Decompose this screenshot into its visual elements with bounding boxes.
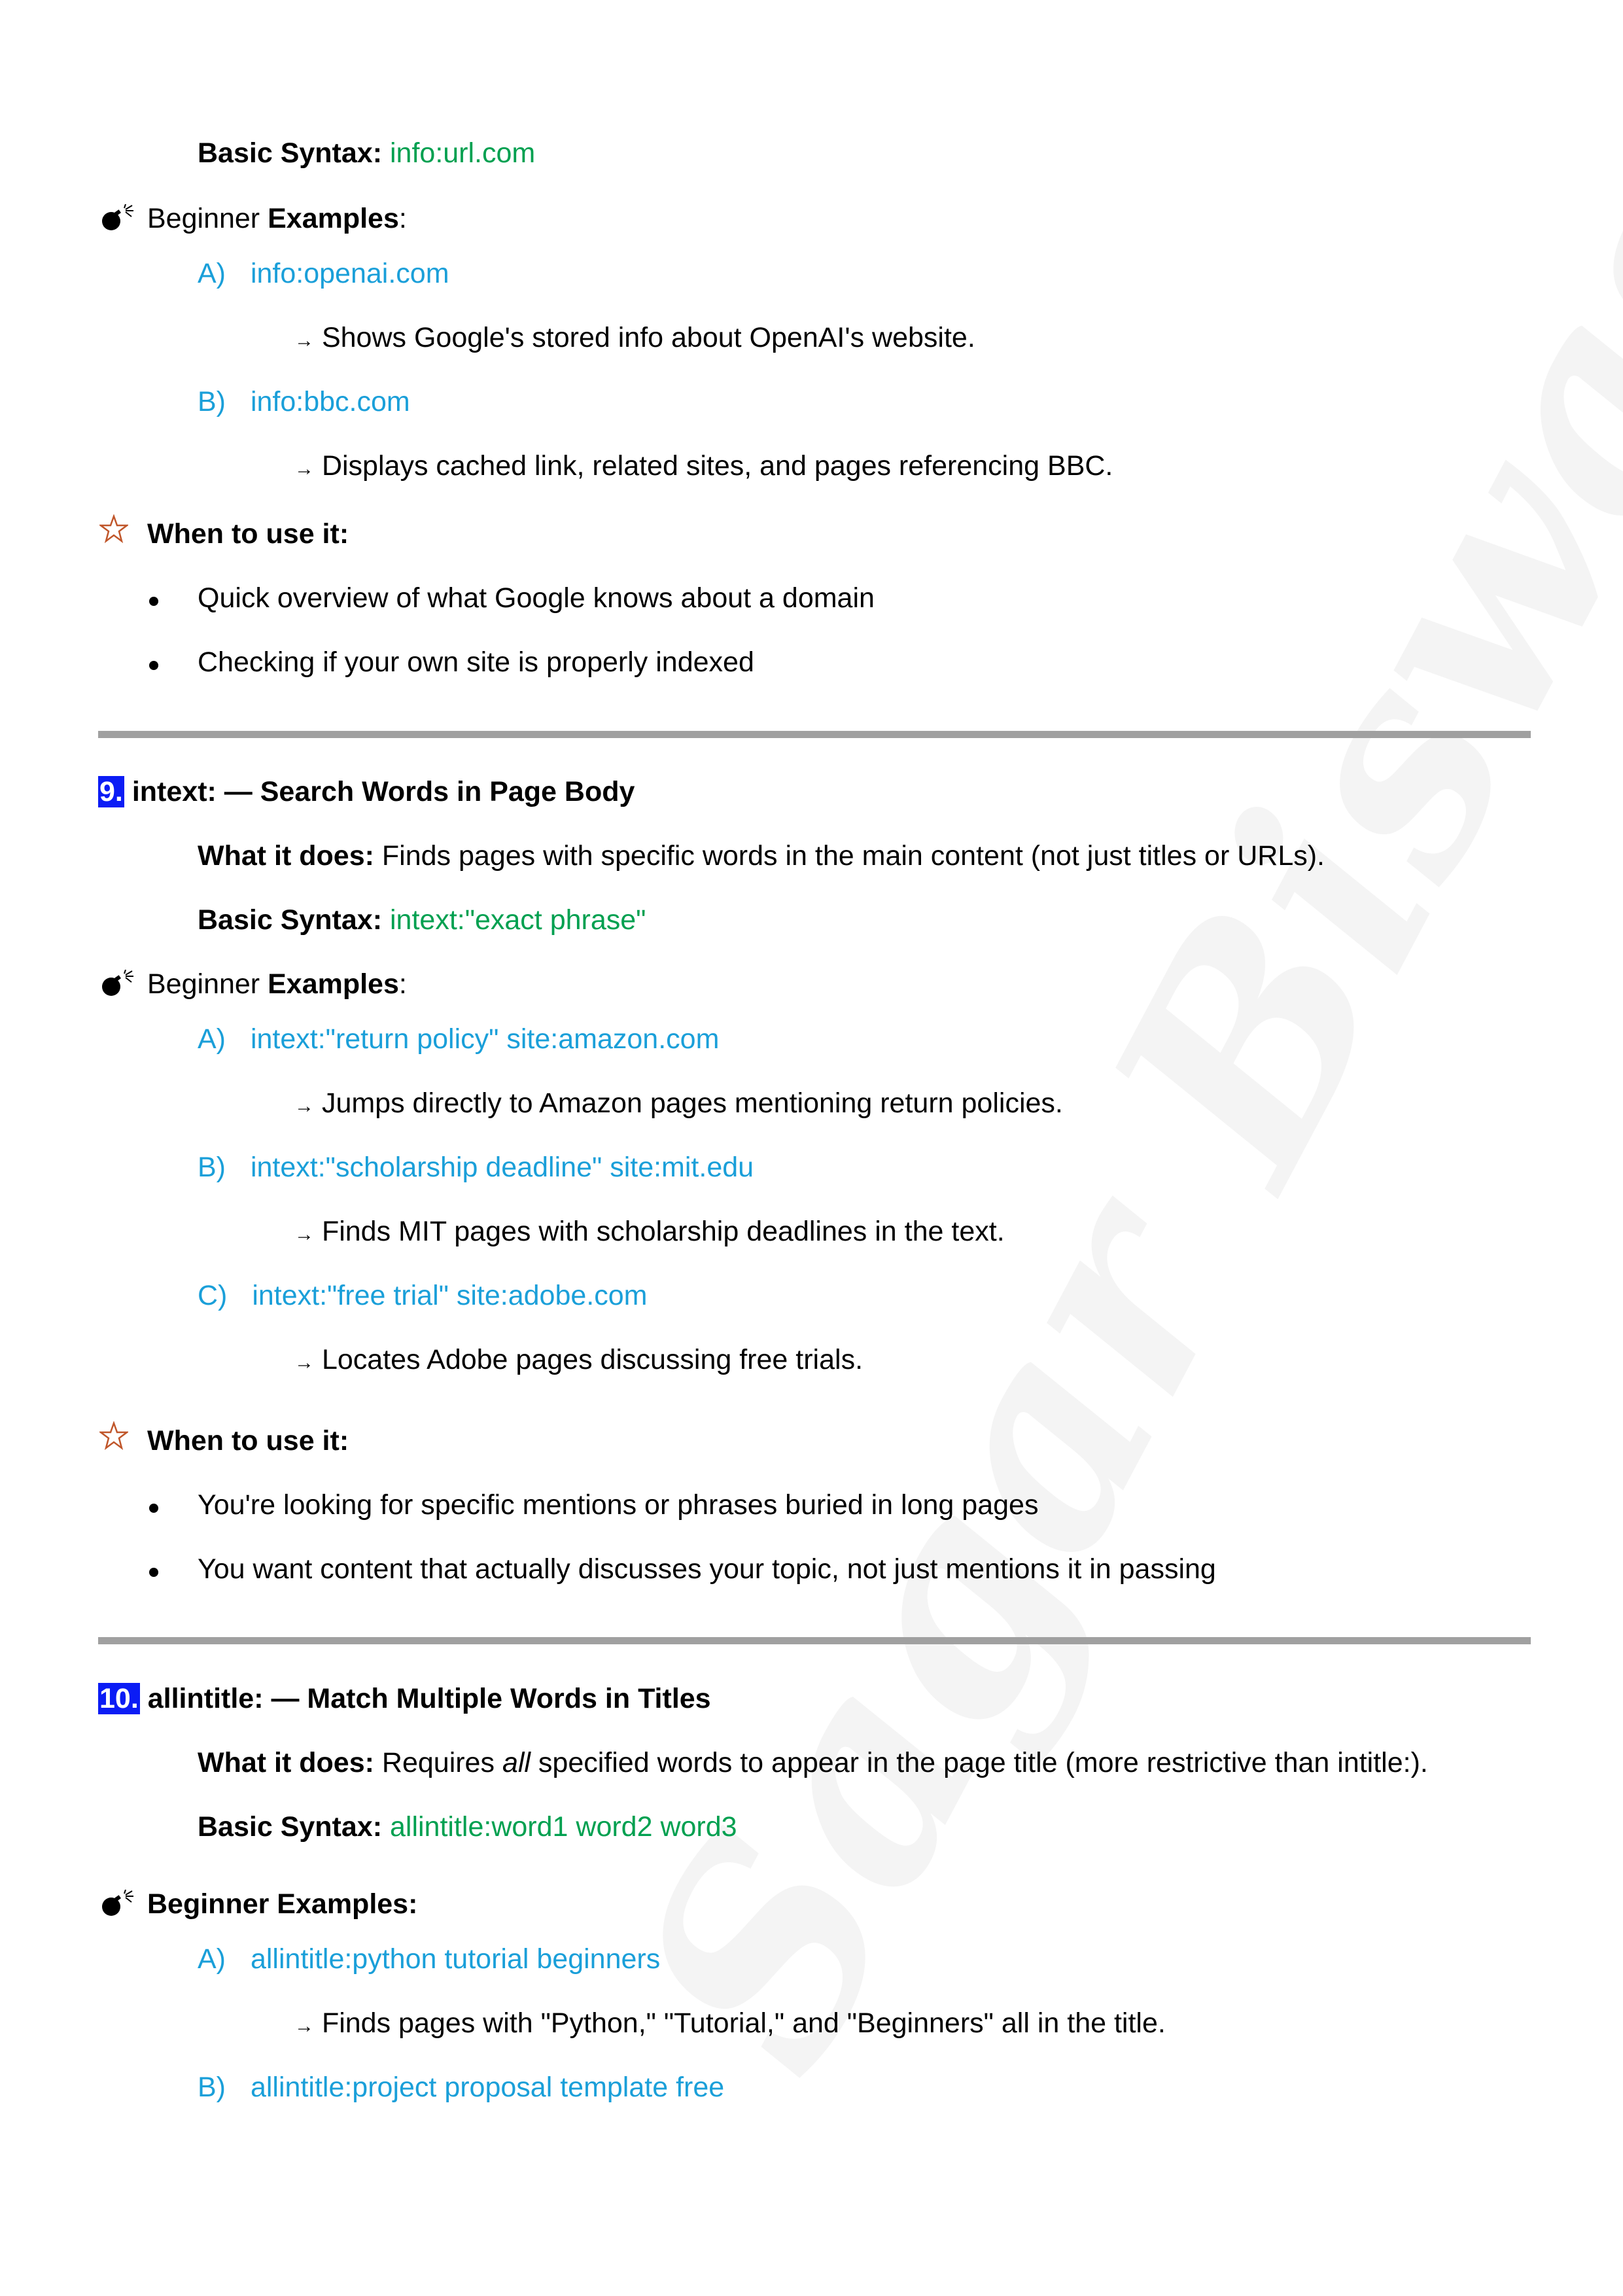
info-use-2: Checking if your own site is properly indexed — [198, 646, 754, 678]
syntax-value: info:url.com — [389, 137, 536, 169]
what-text: Finds pages with specific words in the main content (not just titles or URLs). — [381, 840, 1325, 872]
section-9-example-a — [198, 1023, 719, 1055]
what-text-post: specified words to appear in the page title (more restrictive than intitle:). — [538, 1747, 1428, 1778]
example-letter: B) — [198, 1152, 226, 1183]
info-example-b-result — [294, 450, 1113, 482]
example-query: intext:"free trial" site:adobe.com — [252, 1280, 648, 1311]
section-10-example-a — [198, 1943, 660, 1975]
example-letter: A) — [198, 258, 226, 289]
syntax-value: allintitle:word1 word2 word3 — [389, 1811, 737, 1843]
example-query: intext:"return policy" site:amazon.com — [250, 1023, 720, 1055]
info-example-b — [198, 386, 410, 418]
example-query: info:bbc.com — [250, 386, 410, 417]
example-letter: B) — [198, 2072, 226, 2103]
section-number: 9. — [99, 776, 123, 807]
section-divider — [98, 731, 1531, 738]
example-letter: A) — [198, 1023, 226, 1055]
arrow-icon: → — [294, 1095, 314, 1117]
example-letter: A) — [198, 1943, 226, 1975]
info-example-a — [198, 258, 449, 290]
example-result: Jumps directly to Amazon pages mentioning return policies. — [321, 1087, 1063, 1119]
bullet-dot — [149, 1504, 158, 1513]
bullet-dot — [149, 597, 158, 606]
info-syntax-line — [198, 137, 535, 169]
examples-bold: Examples — [268, 203, 399, 234]
bomb-icon — [99, 1890, 136, 1918]
section-number: 10. — [99, 1683, 139, 1714]
syntax-label: Basic Syntax: — [198, 1811, 383, 1843]
section-10-examples-heading: Beginner Examples: — [147, 1888, 418, 1920]
bullet-dot — [149, 661, 158, 670]
arrow-icon: → — [294, 458, 314, 480]
section-9-example-a-result — [294, 1087, 1063, 1120]
section-9-when-heading: When to use it: — [147, 1425, 349, 1457]
arrow-icon: → — [294, 1224, 314, 1245]
bomb-icon — [99, 204, 136, 233]
what-label: What it does: — [198, 1747, 374, 1778]
examples-prefix: Beginner — [147, 968, 260, 1000]
section-9-use-1: You're looking for specific mentions or phrases buried in long pages — [198, 1489, 1039, 1521]
syntax-label: Basic Syntax: — [198, 904, 383, 936]
section-9-examples-heading — [147, 968, 407, 1000]
example-result: Finds pages with "Python," "Tutorial," and "Beginners" all in the title. — [321, 2007, 1166, 2039]
example-result: Displays cached link, related sites, and pages referencing BBC. — [321, 450, 1113, 482]
star-icon — [99, 1421, 128, 1450]
section-9-example-c — [198, 1280, 647, 1312]
info-when-heading: When to use it: — [147, 518, 349, 550]
section-9-use-2: You want content that actually discusses your topic, not just mentions it in passing — [198, 1553, 1216, 1585]
example-query: intext:"scholarship deadline" site:mit.edu — [250, 1152, 754, 1183]
examples-bold: Examples — [268, 968, 399, 1000]
section-9-title — [98, 776, 635, 808]
what-text-italic: all — [502, 1747, 531, 1778]
info-example-a-result — [294, 322, 975, 354]
section-10-title — [98, 1683, 711, 1715]
info-use-1: Quick overview of what Google knows about a domain — [198, 582, 875, 614]
example-letter: C) — [198, 1280, 228, 1311]
section-9-what — [198, 840, 1325, 872]
bomb-icon — [99, 970, 136, 998]
star-icon — [99, 514, 128, 543]
what-text-pre: Requires — [381, 1747, 495, 1778]
syntax-label: Basic Syntax: — [198, 137, 383, 169]
what-label: What it does: — [198, 840, 374, 872]
arrow-icon: → — [294, 1352, 314, 1373]
example-result: Shows Google's stored info about OpenAI's website. — [321, 322, 975, 353]
section-10-example-a-result — [294, 2007, 1166, 2040]
section-10-what — [198, 1747, 1428, 1779]
info-examples-heading — [147, 203, 407, 235]
examples-prefix: Beginner — [147, 203, 260, 234]
section-title: allintitle: — Match Multiple Words in Titles — [147, 1683, 711, 1714]
section-divider — [98, 1637, 1531, 1644]
example-query: info:openai.com — [250, 258, 449, 289]
example-letter: B) — [198, 386, 226, 417]
arrow-icon: → — [294, 330, 314, 351]
arrow-icon: → — [294, 2015, 314, 2037]
example-query: allintitle:python tutorial beginners — [250, 1943, 661, 1975]
examples-colon: : — [398, 203, 407, 234]
section-9-example-b — [198, 1152, 754, 1184]
examples-colon: : — [398, 968, 407, 1000]
example-query: allintitle:project proposal template free — [250, 2072, 725, 2103]
section-10-syntax — [198, 1811, 737, 1843]
example-result: Locates Adobe pages discussing free trials. — [321, 1344, 864, 1375]
syntax-value: intext:"exact phrase" — [389, 904, 646, 936]
example-result: Finds MIT pages with scholarship deadlines in the text. — [321, 1216, 1005, 1247]
section-title: intext: — Search Words in Page Body — [131, 776, 635, 807]
section-9-example-c-result — [294, 1344, 863, 1376]
section-10-example-b — [198, 2072, 724, 2104]
bullet-dot — [149, 1568, 158, 1577]
section-9-example-b-result — [294, 1216, 1005, 1248]
section-9-syntax — [198, 904, 646, 936]
